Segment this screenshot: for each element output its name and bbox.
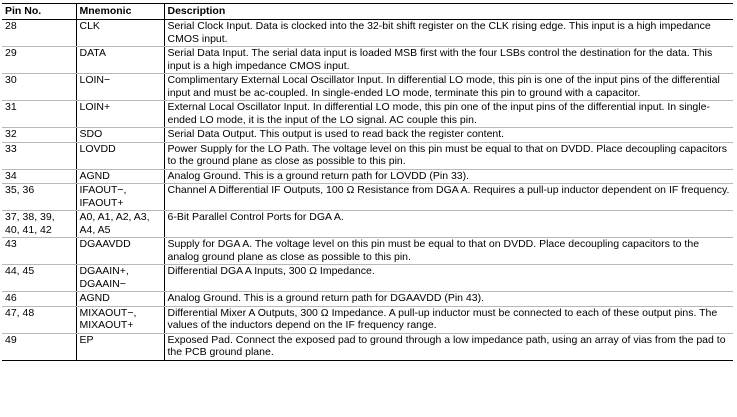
mnemonic: DGAAIN+, DGAAIN− — [76, 265, 164, 292]
pin-number: 32 — [2, 128, 76, 143]
pin-number: 44, 45 — [2, 265, 76, 292]
description: Serial Data Input. The serial data input is loaded MSB first with the four LSBs control the destination for the data. This input is a high impedance CMOS input. — [164, 47, 733, 74]
pin-number: 31 — [2, 101, 76, 128]
mnemonic: LOIN− — [76, 74, 164, 101]
mnemonic: LOVDD — [76, 142, 164, 169]
description: Differential Mixer A Outputs, 300 Ω Impedance. A pull-up inductor must be connected to each of these output pins. The values of the inductors depend on the IF frequency range. — [164, 306, 733, 333]
description: External Local Oscillator Input. In differential LO mode, this pin one of the input pins of the differential input. In single-ended LO mode, it is the input of the LO signal. AC couple this pin. — [164, 101, 733, 128]
pin-number: 47, 48 — [2, 306, 76, 333]
mnemonic: MIXAOUT−, MIXAOUT+ — [76, 306, 164, 333]
pin-number: 43 — [2, 238, 76, 265]
pin-number: 37, 38, 39, 40, 41, 42 — [2, 211, 76, 238]
description: Analog Ground. This is a ground return path for DGAAVDD (Pin 43). — [164, 292, 733, 307]
table-row — [2, 101, 733, 128]
pin-number: 46 — [2, 292, 76, 307]
table-row — [2, 74, 733, 101]
mnemonic: AGND — [76, 292, 164, 307]
table-row — [2, 238, 733, 265]
table-row — [2, 306, 733, 333]
description: Channel A Differential IF Outputs, 100 Ω Resistance from DGA A. Requires a pull-up inductor dependent on IF frequency. — [164, 184, 733, 211]
pin-function-table — [2, 3, 733, 361]
description: Analog Ground. This is a ground return path for LOVDD (Pin 33). — [164, 169, 733, 184]
table-row — [2, 142, 733, 169]
table-header-row — [2, 4, 733, 20]
pin-number: 28 — [2, 20, 76, 47]
table-row — [2, 333, 733, 360]
table-row — [2, 47, 733, 74]
table-row — [2, 211, 733, 238]
table-row — [2, 128, 733, 143]
mnemonic: IFAOUT−, IFAOUT+ — [76, 184, 164, 211]
mnemonic: LOIN+ — [76, 101, 164, 128]
mnemonic: CLK — [76, 20, 164, 47]
mnemonic: DATA — [76, 47, 164, 74]
pin-number: 29 — [2, 47, 76, 74]
header-pin-no: Pin No. — [2, 4, 76, 20]
mnemonic: EP — [76, 333, 164, 360]
description: Exposed Pad. Connect the exposed pad to ground through a low impedance path, using an array of vias from the pad to the PCB ground plane. — [164, 333, 733, 360]
mnemonic: A0, A1, A2, A3, A4, A5 — [76, 211, 164, 238]
description: 6-Bit Parallel Control Ports for DGA A. — [164, 211, 733, 238]
pin-number: 35, 36 — [2, 184, 76, 211]
table-row — [2, 265, 733, 292]
pin-number: 33 — [2, 142, 76, 169]
table-row — [2, 169, 733, 184]
pin-number: 34 — [2, 169, 76, 184]
mnemonic: SDO — [76, 128, 164, 143]
pin-number: 30 — [2, 74, 76, 101]
description: Serial Data Output. This output is used to read back the register content. — [164, 128, 733, 143]
mnemonic: DGAAVDD — [76, 238, 164, 265]
pin-number: 49 — [2, 333, 76, 360]
description: Supply for DGA A. The voltage level on this pin must be equal to that on DVDD. Place decoupling capacitors to the analog ground plane as close as possible to this pin. — [164, 238, 733, 265]
description: Differential DGA A Inputs, 300 Ω Impedance. — [164, 265, 733, 292]
description: Power Supply for the LO Path. The voltage level on this pin must be equal to that on DVDD. Place decoupling capacitors to the ground plane as close as possible to this pin. — [164, 142, 733, 169]
mnemonic: AGND — [76, 169, 164, 184]
table-row — [2, 292, 733, 307]
description: Complimentary External Local Oscillator Input. In differential LO mode, this pin is one of the input pins of the differential input and must be ac-coupled. In single-ended LO mode, terminate this pin to ground with a capacitor. — [164, 74, 733, 101]
header-mnemonic: Mnemonic — [76, 4, 164, 20]
header-description: Description — [164, 4, 733, 20]
table-row — [2, 184, 733, 211]
table-row — [2, 20, 733, 47]
description: Serial Clock Input. Data is clocked into the 32-bit shift register on the CLK rising edge. This input is a high impedance CMOS input. — [164, 20, 733, 47]
